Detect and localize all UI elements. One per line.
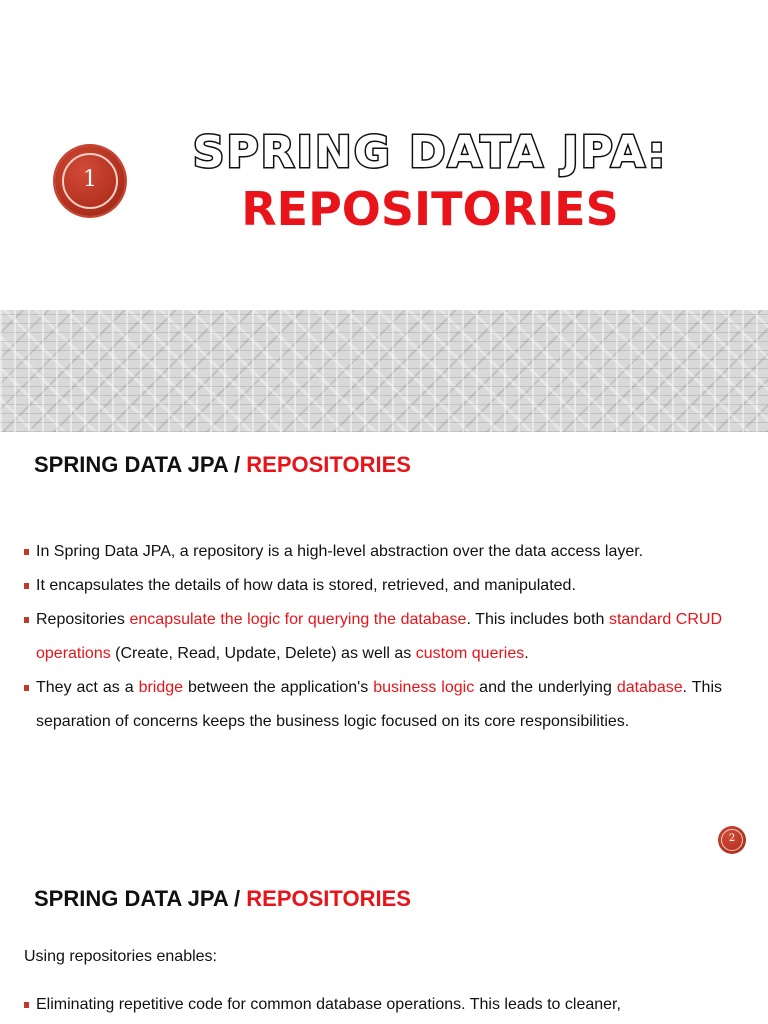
heading-black-part: SPRING DATA JPA / [34, 886, 247, 911]
heading-red-part: REPOSITORIES [246, 452, 411, 477]
bullet-text: between the application's [183, 679, 374, 696]
section-heading-2 [34, 886, 411, 912]
bullet-item [24, 603, 722, 671]
slide-number-badge [55, 146, 125, 216]
highlighted-text: business logic [373, 679, 475, 696]
bullet-text: In Spring Data JPA, a repository is a high-level abstraction over the data access layer. [36, 543, 644, 560]
decorative-texture-band [0, 310, 768, 432]
bullet-item [24, 535, 722, 569]
highlighted-text: standard CRUD operations [36, 611, 723, 662]
highlighted-text: encapsulate the logic for querying the database [129, 611, 467, 628]
bullet-item [24, 671, 722, 739]
intro-text: Using repositories enables: [24, 948, 217, 965]
title-block [150, 126, 710, 238]
bullet-text: Eliminating repetitive code for common database operations. This leads to cleaner, [36, 996, 621, 1013]
bullet-list-2 [24, 988, 722, 1022]
highlighted-text: custom queries [415, 645, 525, 662]
page-number-badge [718, 826, 746, 854]
bullet-text: They act as a [36, 679, 139, 696]
content-slide [0, 432, 768, 872]
bullet-text: Repositories [36, 611, 130, 628]
bullet-item [24, 988, 722, 1022]
highlighted-text: bridge [138, 679, 184, 696]
bullet-item [24, 569, 722, 603]
bullet-text: It encapsulates the details of how data is stored, retrieved, and manipulated. [36, 577, 576, 594]
bullet-text: . [524, 645, 529, 662]
bullet-text: and the underlying [474, 679, 617, 696]
slide-number: 1 [83, 167, 97, 192]
title-slide [0, 0, 768, 432]
bullet-text: . This includes both [466, 611, 609, 628]
bullet-list [24, 535, 722, 739]
title-line-1: SPRING DATA JPA: [192, 127, 668, 178]
heading-red-part: REPOSITORIES [246, 886, 411, 911]
section-heading [34, 452, 411, 478]
page-number: 2 [728, 833, 736, 844]
heading-black-part: SPRING DATA JPA / [34, 452, 247, 477]
bullet-text: (Create, Read, Update, Delete) as well as [110, 645, 416, 662]
highlighted-text: database [616, 679, 683, 696]
title-line-2: REPOSITORIES [241, 182, 619, 236]
bullet-text: . This separation of concerns keeps the business logic focused on its core responsibilities. [36, 679, 722, 730]
